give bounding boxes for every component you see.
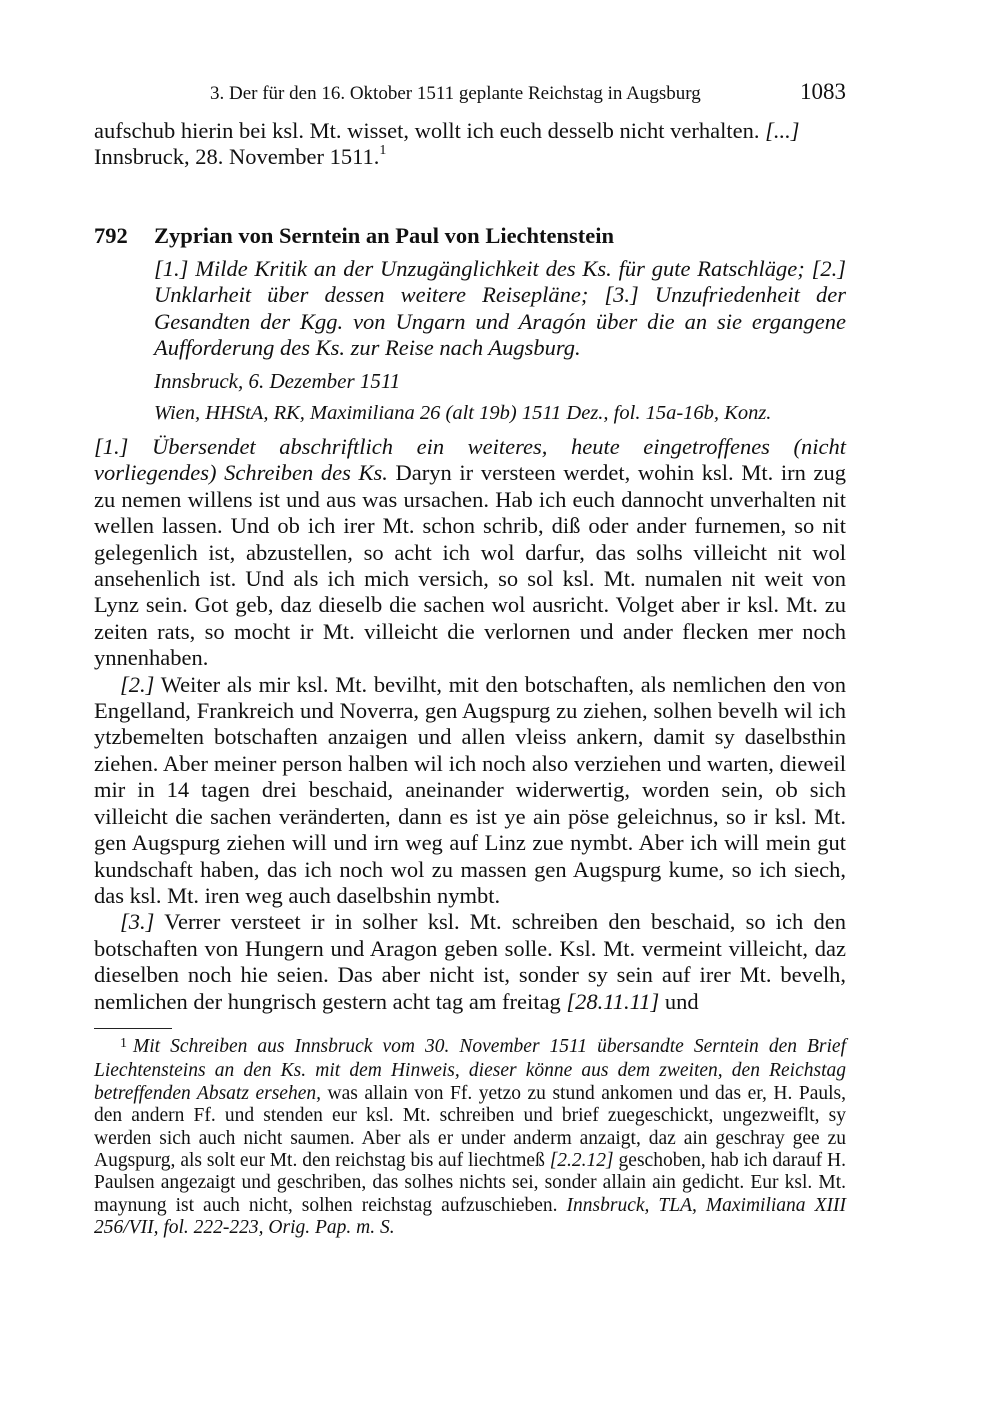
footnote-text-a: was allain von Ff. yetzo zu stund ankomen und das er, H. Pauls, den andern Ff. und stenden eur ksl. Mt. schreiben und brief zuegeschickt, ungezweiflt, sy werden sich auch nicht saumen. Aber als er under anderm anzaigt, daz ain geschray gee zu Augspurg, als solt eur Mt. den reichstag bis auf liechtmeß: [94, 1082, 846, 1172]
footnote-text-b: geschoben, hab ich darauf H. Paulsen angezaigt und geschriben, das solhes nichts sei, sonder allain ain gedicht. Eur ksl. Mt. maynung ist auch nicht, solhen reichstag aufzuschieben.: [94, 1150, 846, 1216]
paragraph-3-end: und: [659, 988, 699, 1014]
paragraph-2: [94, 672, 846, 910]
letter-body: [94, 434, 846, 1015]
paragraph-3-marker: [3.]: [120, 909, 155, 935]
paragraph-2-marker: [2.]: [120, 671, 155, 697]
paragraph-1: [94, 434, 846, 672]
continuation-paragraph: [94, 118, 846, 171]
entry-source: [154, 400, 846, 426]
footnote-mark: 1: [120, 1036, 127, 1051]
paragraph-3: [94, 909, 846, 1015]
paragraph-2-text: Weiter als mir ksl. Mt. bevilht, mit den botschaften, als nemlichen den von Engelland, Frankreich und Noverra, gen Augspurg zu ziehen, solhen bevelh wil ich ytzbemelten botschaften anzaigen und allen vleiss ankern, damit sy daselbsthin ziehen. Aber meiner person halben wil ich noch also verziehen und warten, dieweil mir in 14 tagen drei beschaid, aneinander widerwertig, worden sein, ob sich villeicht die sachen veränderten, dann es ist ye ain pöse geleichnus, so ir ksl. Mt. gen Augspurg ziehen will und irn weg auf Linz zue nymbt. Aber ich will mein gut kundschaft haben, das ich noch wol zu massen gen Augspurg kume, so ich siech, das ksl. Mt. iren weg auch daselbshin nymbt.: [94, 671, 846, 908]
entry-title: Zyprian von Serntein an Paul von Liechtenstein: [154, 223, 615, 248]
paragraph-3-text: Verrer versteet ir in solher ksl. Mt. schreiben den beschaid, so ich den botschaften von Hungern und Aragon geben solle. Ksl. Mt. vermeint villeicht, daz dieselben noch hie seien. Das aber nicht ist, sonder sy sein auf irer Mt. bevelh, nemlichen der hungrisch gestern acht tag am freitag: [94, 909, 846, 1014]
entry-number: 792: [94, 223, 128, 248]
footnote-source: Innsbruck, TLA, Maximiliana XIII 256/VII, fol. 222-223, Orig. Pap. m. S.: [94, 1194, 846, 1239]
omission-mark: [...]: [765, 118, 800, 143]
summary-text: [1.] Milde Kritik an der Unzugänglichkeit des Ks. für gute Ratschläge; [2.] Unklarheit über dessen weitere Reisepläne; [3.] Unzufriedenheit der Gesandten der Kgg. von Ungarn und Aragón über die an sie ergangene Aufforderung des Ks. zur Reise nach Augsburg.: [154, 256, 846, 361]
footnote-intro: Mit Schreiben aus Innsbruck vom 30. November 1511 übersandte Serntein den Brief Liechtensteins an den Ks. mit dem Hinweis, dieser könne aus dem zweiten, den Reichstag betreffenden Absatz ersehen,: [94, 1036, 846, 1104]
footnote-rule: [94, 1028, 172, 1029]
paragraph-3-date: [28.11.11]: [566, 988, 660, 1014]
entry-place-date: [154, 368, 846, 394]
entry-summary: [154, 256, 846, 362]
source-text: Wien, HHStA, RK, Maximiliana 26 (alt 19b) 1511 Dez., fol. 15a-16b, Konz.: [154, 402, 772, 424]
footnote-1: [94, 1036, 846, 1240]
continuation-place-date: Innsbruck, 28. November 1511.: [94, 144, 380, 170]
running-head: 3. Der für den 16. Oktober 1511 geplante Reichstag in Augsburg: [210, 83, 701, 104]
entry-heading: [94, 222, 846, 250]
footnote-date: [2.2.12]: [549, 1150, 614, 1172]
page-number: 1083: [800, 79, 846, 104]
page-header: [94, 78, 846, 110]
footnote-ref: 1: [379, 142, 387, 158]
paragraph-1-text: Daryn ir versteen werdet, wohin ksl. Mt. irn zug zu nemen willens ist und aus was ursachen. Hab ich euch dannocht unverhalten nit wellen lassen. Und ob ich irer Mt. schon schrib, diß oder ander furnemen, so nit gelegenlich ist, abzustellen, so acht ich wol darfur, das solhs villeicht nit wol ansehenlich ist. Und als ich mich versich, so sol ksl. Mt. numalen nit weit von Lynz sein. Got geb, daz dieselb die sachen wol ausricht. Volget aber ir ksl. Mt. zu zeiten rats, so mocht ir Mt. villeicht die verlornen und ander flecken mer noch ynnenhaben.: [94, 460, 846, 671]
paragraph-1-editorial: [1.] Übersendet abschriftlich ein weiteres, heute eingetroffenes (nicht vorliegendes) Schreiben des Ks.: [94, 434, 846, 486]
continuation-text: aufschub hierin bei ksl. Mt. wisset, wollt ich euch desselb nicht verhalten.: [94, 118, 766, 143]
place-date-text: Innsbruck, 6. Dezember 1511: [154, 369, 401, 393]
